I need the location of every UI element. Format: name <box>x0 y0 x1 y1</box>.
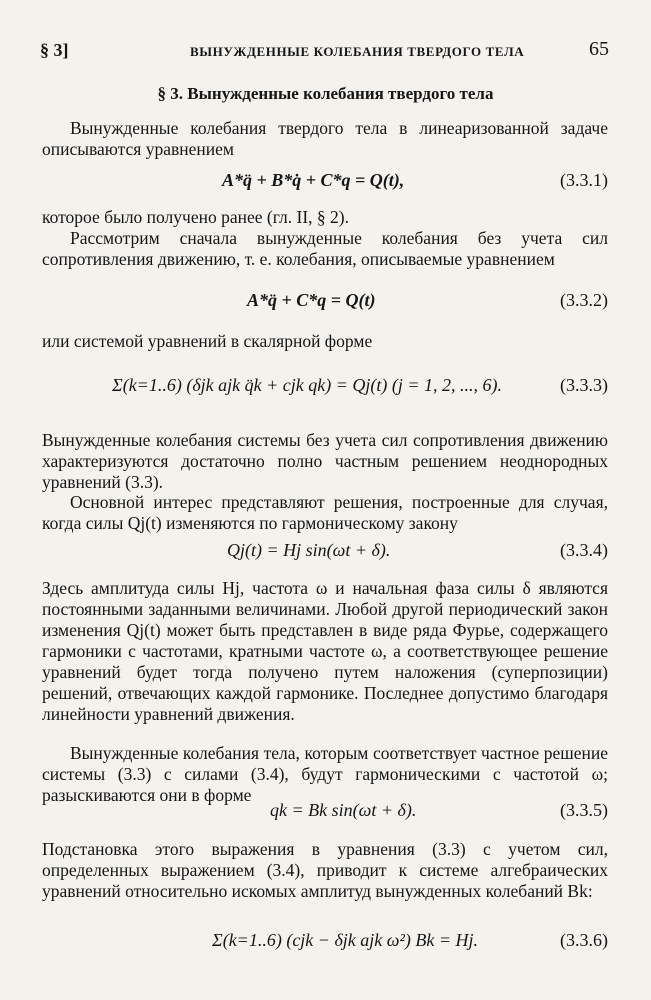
paragraph-1: Вынужденные колебания твердого тела в линеаризованной задаче описываются уравнением <box>42 118 608 159</box>
running-header <box>40 40 609 64</box>
equation-3-3-1 <box>42 170 608 198</box>
equation-number: (3.3.5) <box>560 800 608 820</box>
section-title: § 3. Вынужденные колебания твердого тела <box>157 84 494 103</box>
equation-3-3-4 <box>42 540 608 568</box>
equation-formula: Σ(k=1..6) (δjk ajk q̈k + cjk qk) = Qj(t) (j = 1, 2, ..., 6). <box>112 375 503 395</box>
header-running-title: ВЫНУЖДЕННЫЕ КОЛЕБАНИЯ ТВЕРДОГО ТЕЛА <box>190 44 525 59</box>
paragraph-2: которое было получено ранее (гл. II, § 2). <box>42 207 349 227</box>
equation-number: (3.3.4) <box>560 540 608 560</box>
equation-number: (3.3.2) <box>560 290 608 310</box>
equation-3-3-3 <box>42 375 608 403</box>
paragraph-5: Вынужденные колебания системы без учета сил сопротивления движению характеризуются достаточно полно частным решением неоднородных уравнений (3.3). <box>42 430 608 492</box>
equation-3-3-2 <box>42 290 608 318</box>
paragraph-6: Основной интерес представляют решения, построенные для случая, когда силы Qj(t) изменяются по гармоническому закону <box>42 492 608 533</box>
equation-3-3-6 <box>42 930 608 958</box>
paragraph-7: Здесь амплитуда силы Hj, частота ω и начальная фаза силы δ являются постоянными заданными величинами. Любой другой периодический закон изменения Qj(t) может быть представлен в виде ряда Фурье, содержащего гармоники с частотами, кратными частоте ω, а соответствующее решение уравнений будет тогда получено путем наложения (суперпозиции) решений, отвечающих каждой гармонике. Последнее допустимо благодаря линейности уравнений движения. <box>42 578 608 724</box>
paragraph-8: Вынужденные колебания тела, которым соответствует частное решение системы (3.3) с силами (3.4), будут гармоническими с частотой ω; разыскиваются они в форме <box>42 743 608 805</box>
equation-number: (3.3.6) <box>560 930 608 950</box>
equation-formula: Qj(t) = Hj sin(ωt + δ). <box>227 540 391 560</box>
equation-formula: qk = Bk sin(ωt + δ). <box>270 800 417 820</box>
equation-3-3-5 <box>42 800 608 828</box>
equation-formula: A*q̈ + C*q = Q(t) <box>247 290 376 310</box>
header-section: § 3] <box>40 40 69 60</box>
equation-number: (3.3.3) <box>560 375 608 395</box>
page-number: 65 <box>589 38 609 60</box>
equation-formula: Σ(k=1..6) (cjk − δjk ajk ω²) Bk = Hj. <box>212 930 479 950</box>
equation-number: (3.3.1) <box>560 170 608 190</box>
paragraph-3: Рассмотрим сначала вынужденные колебания без учета сил сопротивления движению, т. е. колебания, описываемые уравнением <box>42 228 608 269</box>
paragraph-4: или системой уравнений в скалярной форме <box>42 331 373 351</box>
paragraph-9: Подстановка этого выражения в уравнения (3.3) с учетом сил, определенных выражением (3.4), приводит к системе алгебраических уравнений относительно искомых амплитуд вынужденных колебаний Bk: <box>42 839 608 901</box>
equation-formula: A*q̈ + B*q̇ + C*q = Q(t), <box>222 170 405 190</box>
